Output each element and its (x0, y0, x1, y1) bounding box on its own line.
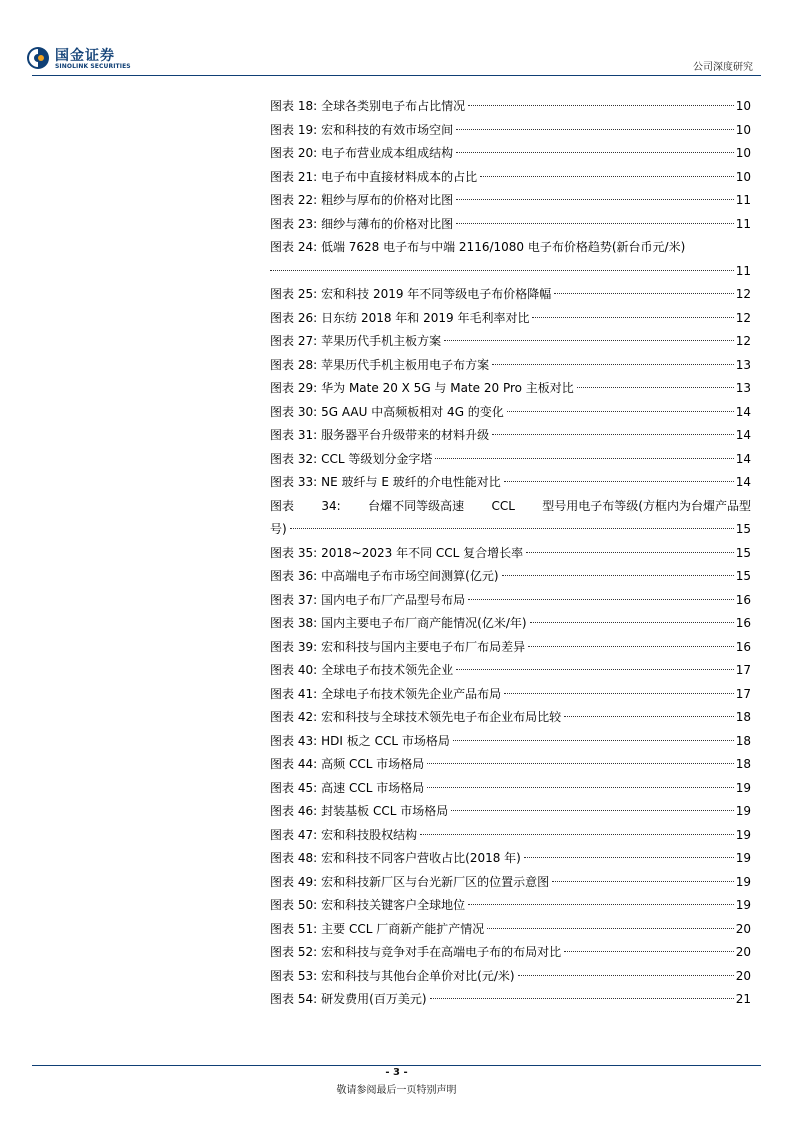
toc-entry-title: 宏和科技 2019 年不同等级电子布价格降幅 (321, 287, 552, 301)
toc-entry[interactable] (270, 354, 751, 378)
toc-leader-dots (451, 810, 734, 811)
toc-entry-title: 电子布中直接材料成本的占比 (321, 169, 478, 184)
toc-entry-label: 图表 51: (270, 921, 318, 936)
toc-leader-dots (456, 199, 734, 200)
page-number: - 3 - (385, 1067, 408, 1078)
toc-entry-title-part: 34: (321, 498, 341, 513)
toc-leader-dots (502, 575, 734, 576)
toc-entry-title: 苹果历代手机主板方案 (321, 334, 442, 348)
toc-entry-label: 图表 40: (270, 663, 318, 677)
toc-entry-title: 电子布营业成本组成结构 (321, 146, 454, 160)
page-header (0, 0, 793, 80)
toc-entry-page: 17 (735, 686, 751, 701)
toc-leader-dots (532, 317, 733, 318)
toc-entry-label: 图表 37: (270, 592, 318, 607)
toc-entry-title: 国内主要电子布厂商产能情况(亿米/年) (321, 616, 527, 630)
toc-leader-dots (507, 411, 734, 412)
toc-entry-page: 11 (735, 216, 751, 231)
toc-entry-label: 图表 22: (270, 193, 318, 207)
toc-entry[interactable] (270, 401, 751, 425)
toc-entry-title: NE 玻纤与 E 玻纤的介电性能对比 (321, 475, 501, 489)
toc-entry-title: 高速 CCL 市场格局 (321, 780, 425, 795)
toc-entry-title-part: CCL (491, 498, 515, 513)
toc-entry[interactable] (270, 330, 751, 354)
toc-entry[interactable] (270, 119, 751, 143)
report-type-label: 公司深度研究 (693, 62, 753, 73)
toc-entry-label: 图表 43: (270, 733, 318, 748)
toc-entry-title-part: 台燿不同等级高速 (368, 498, 465, 513)
toc-entry[interactable] (270, 307, 751, 331)
toc-entry-page: 11 (735, 263, 751, 278)
toc-entry[interactable] (270, 495, 751, 542)
toc-entry-page: 10 (735, 122, 751, 137)
toc-entry-title-line2: 号) (270, 522, 287, 536)
toc-entry[interactable] (270, 871, 751, 895)
toc-leader-dots (435, 458, 733, 459)
header-divider (32, 75, 761, 76)
toc-entry-title: 封装基板 CCL 市场格局 (321, 804, 449, 818)
toc-entry[interactable] (270, 142, 751, 166)
toc-entry-title: 宏和科技的有效市场空间 (321, 122, 454, 137)
toc-leader-dots (554, 293, 733, 294)
toc-entry[interactable] (270, 636, 751, 660)
toc-leader-dots (528, 646, 734, 647)
toc-entry-label: 图表 29: (270, 381, 318, 395)
toc-entry-label: 图表 25: (270, 287, 318, 301)
toc-entry-page: 19 (735, 898, 751, 912)
toc-entry-label: 图表 18: (270, 99, 318, 113)
toc-entry[interactable] (270, 377, 751, 401)
toc-entry-page: 19 (735, 804, 751, 818)
toc-leader-dots (456, 129, 734, 130)
toc-entry[interactable] (270, 847, 751, 871)
toc-leader-dots (290, 528, 734, 529)
toc-entry-page: 19 (735, 851, 751, 865)
toc-entry-title: 宏和科技与国内主要电子布厂布局差异 (321, 639, 526, 654)
toc-leader-dots (468, 599, 734, 600)
toc-entry-title: 研发费用(百万美元) (321, 992, 427, 1006)
toc-entry[interactable] (270, 424, 751, 448)
toc-leader-dots (577, 387, 734, 388)
toc-entry-label: 图表 21: (270, 169, 318, 184)
toc-leader-dots (504, 481, 734, 482)
toc-entry-title-part: 图表 (270, 498, 295, 513)
brand-name-en: SINOLINK SECURITIES (55, 63, 131, 70)
toc-leader-dots (524, 857, 734, 858)
toc-entry-page: 20 (735, 968, 751, 983)
toc-entry-title: 宏和科技股权结构 (321, 827, 418, 842)
toc-entry-label: 图表 38: (270, 616, 318, 630)
toc-leader-dots (430, 998, 734, 999)
sinolink-logo-icon (26, 46, 50, 70)
toc-entry-title: 国内电子布厂产品型号布局 (321, 592, 466, 607)
toc-entry-page: 15 (735, 522, 751, 536)
toc-entry[interactable] (270, 941, 751, 965)
toc-leader-dots (420, 834, 734, 835)
toc-leader-dots (480, 176, 734, 177)
company-logo (26, 45, 146, 75)
toc-entry-title: 宏和科技与竞争对手在高端电子布的布局对比 (321, 945, 562, 959)
toc-entry-page: 15 (735, 545, 751, 560)
toc-entry-label: 图表 20: (270, 146, 318, 160)
toc-entry-label: 图表 39: (270, 639, 318, 654)
toc-entry-page: 11 (735, 193, 751, 207)
toc-entry[interactable] (270, 918, 751, 942)
toc-entry-label: 图表 46: (270, 804, 318, 818)
toc-entry-title: 全球电子布技术领先企业产品布局 (321, 686, 502, 701)
toc-entry[interactable] (270, 589, 751, 613)
toc-entry-label: 图表 27: (270, 334, 318, 348)
toc-entry-label: 图表 23: (270, 216, 318, 231)
brand-name-cn: 国金证券 (55, 48, 115, 64)
toc-leader-dots (453, 740, 734, 741)
toc-entry-label: 图表 28: (270, 357, 318, 372)
toc-entry[interactable] (270, 988, 751, 1012)
toc-entry-label: 图表 52: (270, 945, 318, 959)
toc-leader-dots (487, 928, 734, 929)
toc-entry-label: 图表 19: (270, 122, 318, 137)
toc-leader-dots (518, 975, 734, 976)
toc-entry-label: 图表 53: (270, 968, 318, 983)
toc-leader-dots (427, 763, 734, 764)
toc-entry-title: 华为 Mate 20 X 5G 与 Mate 20 Pro 主板对比 (321, 381, 574, 395)
toc-leader-dots (456, 152, 734, 153)
toc-entry-page: 12 (735, 287, 751, 301)
toc-leader-dots (530, 622, 734, 623)
toc-entry-page: 12 (735, 334, 751, 348)
toc-entry-title: CCL 等级划分金字塔 (321, 451, 433, 466)
toc-entry-page: 21 (735, 992, 751, 1006)
toc-entry-title: 日东纺 2018 年和 2019 年毛利率对比 (321, 310, 530, 325)
toc-entry-title: 苹果历代手机主板用电子布方案 (321, 357, 490, 372)
toc-entry-page: 13 (735, 381, 751, 395)
toc-entry-page: 19 (735, 827, 751, 842)
toc-entry-page: 18 (735, 710, 751, 724)
toc-entry-title: 全球各类别电子布占比情况 (321, 99, 466, 113)
toc-entry-label: 图表 36: (270, 569, 318, 583)
toc-entry-title: 中高端电子布市场空间测算(亿元) (321, 569, 499, 583)
toc-entry-page: 18 (735, 733, 751, 748)
toc-entry-page: 16 (735, 592, 751, 607)
toc-entry-page: 19 (735, 874, 751, 889)
toc-entry-page: 14 (735, 428, 751, 442)
toc-entry-page: 19 (735, 780, 751, 795)
toc-entry-title: 2018~2023 年不同 CCL 复合增长率 (321, 545, 524, 560)
toc-entry-label: 图表 26: (270, 310, 318, 325)
toc-entry[interactable] (270, 542, 751, 566)
toc-entry-label: 图表 31: (270, 428, 318, 442)
toc-entry-page: 15 (735, 569, 751, 583)
toc-entry-label: 图表 48: (270, 851, 318, 865)
toc-entry-title: 细纱与薄布的价格对比图 (321, 216, 454, 231)
toc-entry-page: 20 (735, 921, 751, 936)
toc-entry[interactable] (270, 471, 751, 495)
toc-entry-title: HDI 板之 CCL 市场格局 (321, 733, 450, 748)
toc-leader-dots (456, 669, 734, 670)
toc-entry-title: 主要 CCL 厂商新产能扩产情况 (321, 921, 485, 936)
toc-entry[interactable] (270, 894, 751, 918)
toc-leader-dots (270, 270, 734, 271)
toc-entry[interactable] (270, 189, 751, 213)
toc-entry[interactable] (270, 706, 751, 730)
figure-table-of-contents (270, 95, 751, 1012)
toc-leader-dots (504, 693, 734, 694)
toc-leader-dots (564, 716, 734, 717)
disclaimer-note: 敬请参阅最后一页特别声明 (336, 1085, 457, 1096)
toc-entry-title: 全球电子布技术领先企业 (321, 663, 454, 677)
toc-leader-dots (492, 364, 734, 365)
toc-entry-label: 图表 47: (270, 827, 318, 842)
toc-entry-title-line1: 图表 24: 低端 7628 电子布与中端 2116/1080 电子布价格趋势(新台币元/米) (270, 240, 686, 254)
toc-entry[interactable] (270, 965, 751, 989)
toc-entry-label: 图表 41: (270, 686, 318, 701)
toc-entry-label: 图表 33: (270, 475, 318, 489)
toc-entry-label: 图表 54: (270, 992, 318, 1006)
toc-entry[interactable] (270, 683, 751, 707)
toc-entry-label: 图表 45: (270, 780, 318, 795)
toc-entry-title: 5G AAU 中高频板相对 4G 的变化 (321, 404, 504, 419)
toc-leader-dots (456, 223, 734, 224)
toc-entry-label: 图表 49: (270, 874, 318, 889)
toc-entry-page: 10 (735, 146, 751, 160)
toc-entry-label: 图表 30: (270, 404, 318, 419)
toc-entry-title: 宏和科技新厂区与台光新厂区的位置示意图 (321, 874, 550, 889)
toc-entry-title: 高频 CCL 市场格局 (321, 757, 425, 771)
toc-entry[interactable] (270, 777, 751, 801)
toc-entry-title: 宏和科技与全球技术领先电子布企业布局比较 (321, 710, 562, 724)
toc-entry-page: 10 (735, 99, 751, 113)
toc-leader-dots (552, 881, 734, 882)
toc-entry-label: 图表 35: (270, 545, 318, 560)
toc-entry-page: 18 (735, 757, 751, 771)
toc-entry-title: 粗纱与厚布的价格对比图 (321, 193, 454, 207)
toc-entry[interactable] (270, 659, 751, 683)
toc-leader-dots (444, 340, 734, 341)
toc-leader-dots (468, 105, 734, 106)
toc-leader-dots (427, 787, 734, 788)
toc-entry[interactable] (270, 730, 751, 754)
toc-entry-title: 宏和科技与其他台企单价对比(元/米) (321, 968, 515, 983)
toc-entry-page: 10 (735, 169, 751, 184)
toc-entry[interactable] (270, 166, 751, 190)
toc-entry-label: 图表 50: (270, 898, 318, 912)
toc-entry-page: 16 (735, 616, 751, 630)
toc-entry[interactable] (270, 95, 751, 119)
toc-entry[interactable] (270, 236, 751, 283)
toc-entry[interactable] (270, 283, 751, 307)
toc-entry[interactable] (270, 213, 751, 237)
toc-entry-page: 13 (735, 357, 751, 372)
toc-entry[interactable] (270, 753, 751, 777)
footer-divider (32, 1065, 761, 1066)
toc-leader-dots (564, 951, 734, 952)
toc-entry-label: 图表 44: (270, 757, 318, 771)
toc-entry-title: 宏和科技关键客户全球地位 (321, 898, 466, 912)
toc-entry[interactable] (270, 824, 751, 848)
toc-entry-title: 宏和科技不同客户营收占比(2018 年) (321, 851, 521, 865)
toc-entry[interactable] (270, 565, 751, 589)
toc-entry-page: 16 (735, 639, 751, 654)
toc-entry-title: 服务器平台升级带来的材料升级 (321, 428, 490, 442)
toc-entry-page: 14 (735, 451, 751, 466)
toc-entry-page: 14 (735, 475, 751, 489)
toc-leader-dots (526, 552, 734, 553)
toc-entry-page: 12 (735, 310, 751, 325)
toc-entry-page: 20 (735, 945, 751, 959)
toc-entry-label: 图表 32: (270, 451, 318, 466)
toc-entry[interactable] (270, 612, 751, 636)
toc-leader-dots (468, 904, 734, 905)
toc-entry[interactable] (270, 448, 751, 472)
toc-entry-page: 17 (735, 663, 751, 677)
toc-entry[interactable] (270, 800, 751, 824)
toc-leader-dots (492, 434, 734, 435)
toc-entry-title-part: 型号用电子布等级(方框内为台燿产品型 (542, 498, 751, 513)
toc-entry-label: 图表 42: (270, 710, 318, 724)
toc-entry-page: 14 (735, 404, 751, 419)
